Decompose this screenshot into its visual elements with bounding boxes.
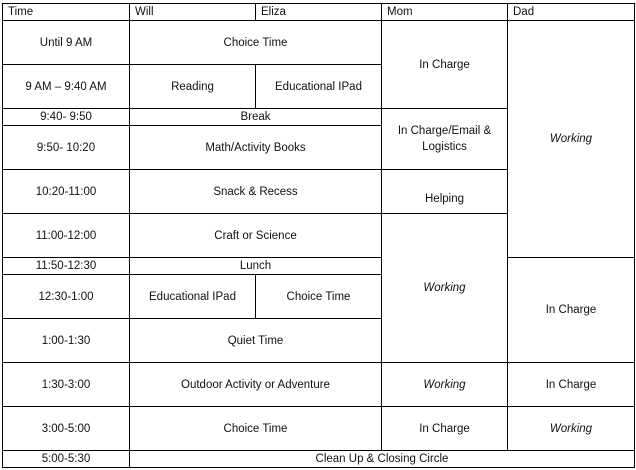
header-eliza: Eliza <box>256 4 382 21</box>
kids-activity-cell: Break <box>130 109 382 126</box>
mom-cell: Working <box>382 214 508 363</box>
time-cell: 9 AM – 9:40 AM <box>3 65 130 109</box>
schedule-table <box>2 3 635 468</box>
dad-cell: Working <box>508 407 635 451</box>
kids-activity-cell: Craft or Science <box>130 214 382 258</box>
mom-cell: In Charge <box>382 407 508 451</box>
header-time: Time <box>3 4 130 21</box>
will-activity-cell: Reading <box>130 65 256 109</box>
eliza-activity-cell: Choice Time <box>256 275 382 319</box>
time-cell: 1:00-1:30 <box>3 319 130 363</box>
kids-activity-cell: Math/Activity Books <box>130 126 382 170</box>
kids-activity-cell: Outdoor Activity or Adventure <box>130 363 382 407</box>
dad-cell: Working <box>508 21 635 258</box>
time-cell: 5:00-5:30 <box>3 451 130 468</box>
time-cell: 12:30-1:00 <box>3 275 130 319</box>
kids-activity-cell: Snack & Recess <box>130 170 382 214</box>
schedule-row <box>3 258 635 275</box>
kids-activity-cell: Choice Time <box>130 21 382 65</box>
dad-cell: In Charge <box>508 363 635 407</box>
header-row <box>3 4 635 21</box>
header-mom: Mom <box>382 4 508 21</box>
schedule-row <box>3 363 635 407</box>
mom-cell: In Charge <box>382 21 508 109</box>
mom-cell: Helping <box>382 170 508 214</box>
time-cell: 10:20-11:00 <box>3 170 130 214</box>
dad-cell: In Charge <box>508 258 635 363</box>
header-dad: Dad <box>508 4 635 21</box>
header-will: Will <box>130 4 256 21</box>
time-cell: 3:00-5:00 <box>3 407 130 451</box>
kids-activity-cell: Lunch <box>130 258 382 275</box>
time-cell: 9:40- 9:50 <box>3 109 130 126</box>
time-cell: 11:50-12:30 <box>3 258 130 275</box>
mom-cell: In Charge/Email & Logistics <box>382 109 508 170</box>
time-cell: Until 9 AM <box>3 21 130 65</box>
schedule-row <box>3 451 635 468</box>
schedule-row <box>3 21 635 65</box>
kids-activity-cell: Quiet Time <box>130 319 382 363</box>
will-activity-cell: Educational IPad <box>130 275 256 319</box>
eliza-activity-cell: Educational IPad <box>256 65 382 109</box>
mom-cell: Working <box>382 363 508 407</box>
schedule-row <box>3 407 635 451</box>
time-cell: 1:30-3:00 <box>3 363 130 407</box>
time-cell: 11:00-12:00 <box>3 214 130 258</box>
time-cell: 9:50- 10:20 <box>3 126 130 170</box>
everyone-activity-cell: Clean Up & Closing Circle <box>130 451 635 468</box>
kids-activity-cell: Choice Time <box>130 407 382 451</box>
